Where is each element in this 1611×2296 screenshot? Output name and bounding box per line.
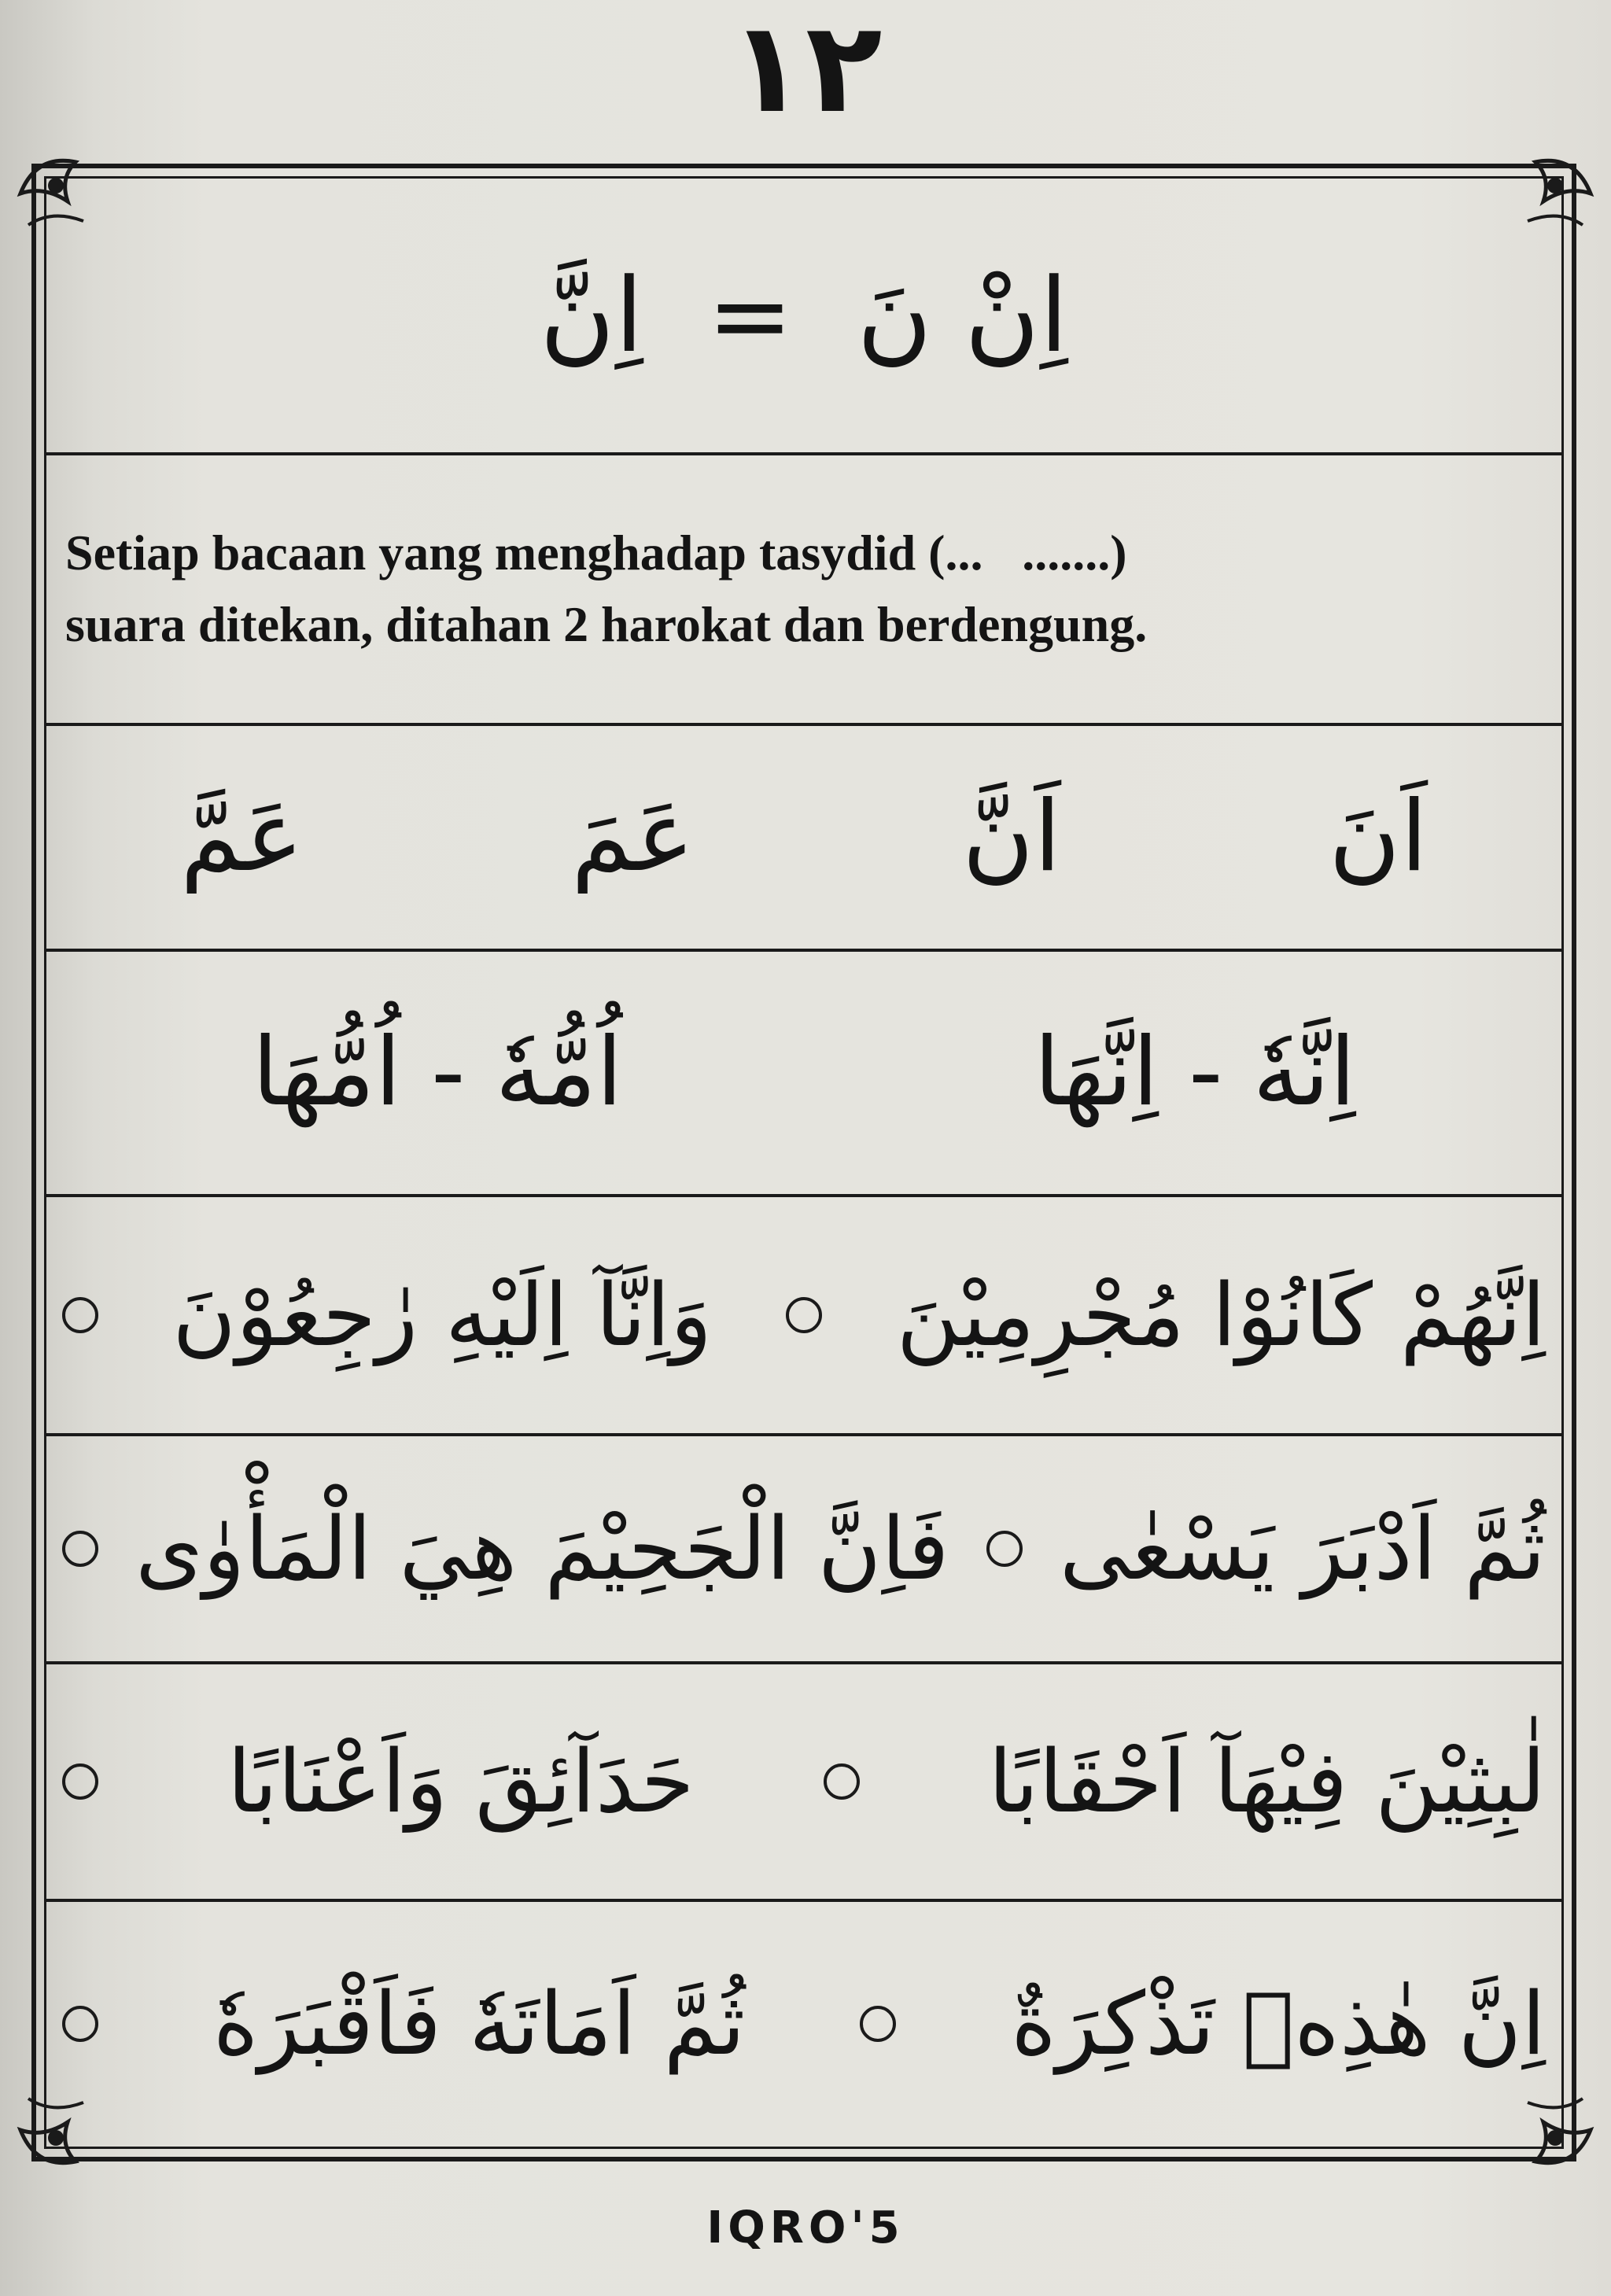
- rule-left: اِنْ نَ: [857, 256, 1068, 375]
- verse-row-3: [46, 1664, 1561, 1902]
- verse-text: اِنَّ هٰذِهٖ تَذْكِرَةٌ: [1011, 1974, 1546, 2074]
- verse-text: وَاِنَّآ اِلَيْهِ رٰجِعُوْنَ: [172, 1265, 713, 1365]
- verse-row-4: [46, 1902, 1561, 2146]
- verse-end-circle-icon: [62, 1763, 98, 1800]
- word-item: عَمَ: [571, 780, 695, 894]
- word-pair: اُمُّهٗ - اُمُّهَا: [252, 1018, 623, 1127]
- verse-end-circle-icon: [824, 1763, 860, 1800]
- verse-text: حَدَآئِقَ وَاَعْنَابًا: [227, 1731, 695, 1832]
- verse-text: ثُمَّ اَمَاتَهٗ فَاَقْبَرَهٗ: [212, 1974, 746, 2074]
- verse-text: لٰبِثِيْنَ فِيْهَآ اَحْقَابًا: [988, 1731, 1546, 1832]
- word-pair: اِنَّهٗ - اِنَّهَا: [1034, 1018, 1356, 1127]
- verse-line: [46, 1731, 1561, 1832]
- practice-row-2: [46, 952, 1561, 1197]
- word-item: اَنَ: [1329, 780, 1428, 894]
- rule-header-row: [46, 179, 1561, 455]
- instruction-row: [46, 455, 1561, 726]
- word-item: عَمَّ: [180, 780, 304, 894]
- rule-right: اِنَّ: [540, 256, 643, 375]
- verse-line: [46, 1265, 1561, 1365]
- word-item: اَنَّ: [962, 780, 1061, 894]
- rule-equation: [46, 254, 1561, 377]
- instruction-line-1: Setiap bacaan yang menghadap tasydid (....ّ......): [65, 525, 1127, 581]
- verse-end-circle-icon: [62, 2006, 98, 2042]
- instruction-line-2: suara ditekan, ditahan 2 harokat dan berdengung.: [65, 596, 1148, 652]
- verse-text: اِنَّهُمْ كَانُوْا مُجْرِمِيْنَ: [896, 1265, 1546, 1365]
- verse-line: [46, 1498, 1561, 1599]
- verse-end-circle-icon: [860, 2006, 896, 2042]
- verse-line: [46, 1974, 1561, 2074]
- word-group: [46, 779, 1561, 896]
- verse-end-circle-icon: [62, 1531, 98, 1567]
- equals-sign: =: [707, 256, 794, 375]
- practice-row-1: [46, 726, 1561, 952]
- verse-end-circle-icon: [986, 1531, 1023, 1567]
- page-number: ١٢: [728, 0, 883, 141]
- verse-end-circle-icon: [786, 1297, 822, 1333]
- verse-text: ثُمَّ اَدْبَرَ يَسْعٰى: [1059, 1498, 1546, 1599]
- verse-row-2: [46, 1436, 1561, 1664]
- verse-end-circle-icon: [62, 1297, 98, 1333]
- instruction-text: [46, 518, 1166, 661]
- verse-text: فَاِنَّ الْجَحِيْمَ هِيَ الْمَأْوٰى: [135, 1498, 949, 1599]
- book-footer: IQRO'5: [706, 2202, 905, 2254]
- word-pair-group: [46, 1016, 1561, 1130]
- verse-row-1: [46, 1197, 1561, 1436]
